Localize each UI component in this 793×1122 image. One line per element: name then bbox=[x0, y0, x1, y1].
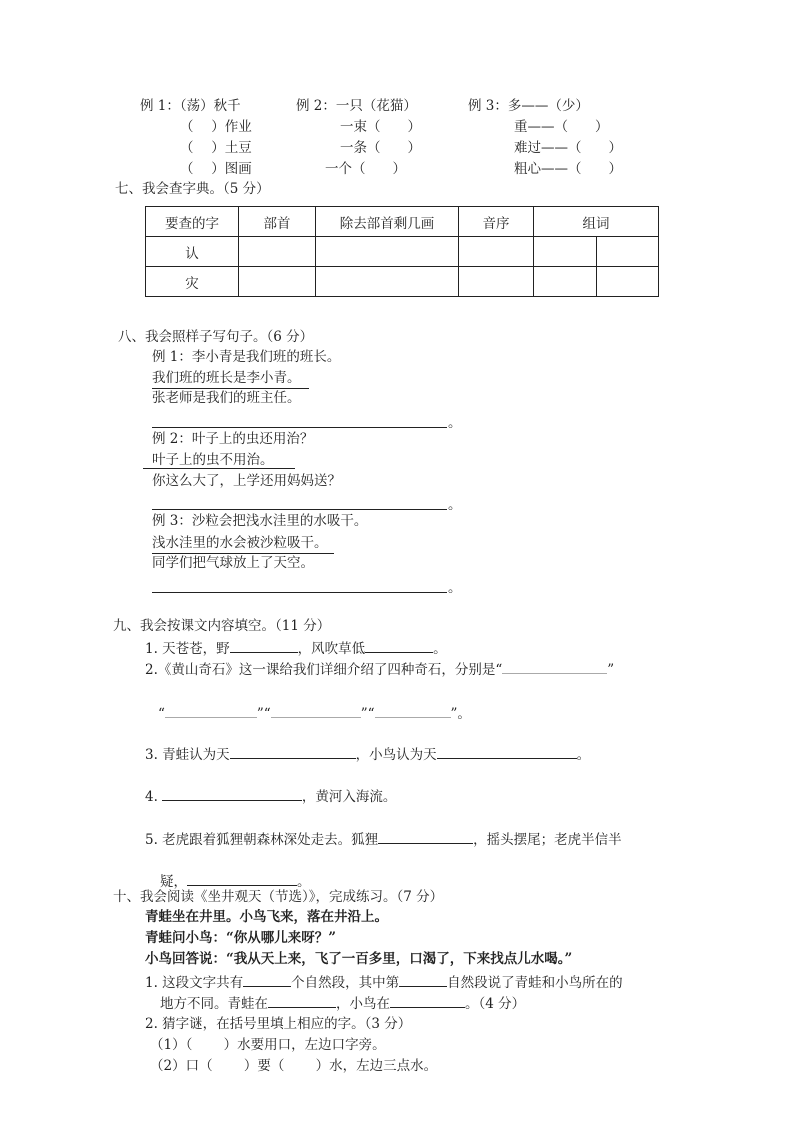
passage-line: 青蛙坐在井里。小鸟飞来，落在井沿上。 bbox=[145, 909, 388, 925]
example-sentence: 例 1：李小青是我们班的班长。 bbox=[152, 349, 341, 365]
text: 。 bbox=[433, 641, 447, 657]
fill-item[interactable]: 重——（ ） bbox=[514, 119, 609, 135]
answer-cell[interactable] bbox=[597, 237, 659, 267]
fill-question-3 bbox=[145, 744, 590, 764]
reading-question-1-cont bbox=[160, 993, 525, 1013]
riddle-2[interactable]: （2）口（ ）要（ ）水，左边三点水。 bbox=[150, 1058, 438, 1074]
answer-cell[interactable] bbox=[316, 267, 459, 297]
fill-item[interactable]: 一束（ ） bbox=[340, 119, 421, 135]
fill-item[interactable]: （ ）土豆 bbox=[180, 140, 252, 156]
riddle-1[interactable]: （1）（ ）水要用口，左边口字旁。 bbox=[150, 1037, 386, 1053]
fill-item[interactable]: 一条（ ） bbox=[340, 140, 421, 156]
blank[interactable] bbox=[162, 786, 302, 801]
text: ” bbox=[607, 662, 615, 678]
text: 。（4 分） bbox=[465, 996, 526, 1012]
text: “ bbox=[158, 706, 165, 722]
fill-item[interactable]: 粗心——（ ） bbox=[514, 161, 622, 177]
blank[interactable] bbox=[230, 638, 298, 653]
passage-line: 青蛙问小鸟：“你从哪儿来呀？” bbox=[145, 930, 337, 946]
example-answer: 我们班的班长是李小青。 bbox=[152, 369, 309, 389]
text: ，黄河入海流。 bbox=[301, 789, 397, 805]
answer-cell[interactable] bbox=[459, 237, 534, 267]
example-sentence: 例 3：沙粒会把浅水洼里的水吸干。 bbox=[152, 513, 368, 529]
question-sentence: 张老师是我们的班主任。 bbox=[152, 390, 301, 406]
blank[interactable] bbox=[165, 703, 257, 718]
text: 1. 这段文字共有 bbox=[145, 975, 244, 991]
period: 。 bbox=[448, 580, 462, 596]
answer-cell[interactable] bbox=[534, 267, 597, 297]
text: 自然段说了青蛙和小鸟所在的 bbox=[447, 975, 623, 991]
answer-line[interactable] bbox=[152, 427, 447, 428]
example-3: 例 3：多——（少） bbox=[468, 98, 589, 114]
example-answer: 浅水洼里的水会被沙粒吸干。 bbox=[152, 534, 334, 554]
fill-item[interactable]: （ ）作业 bbox=[180, 119, 252, 135]
fill-question-2 bbox=[145, 659, 614, 679]
answer-line[interactable] bbox=[152, 509, 447, 510]
answer-cell[interactable] bbox=[316, 237, 459, 267]
answer-cell[interactable] bbox=[239, 267, 316, 297]
question-sentence: 你这么大了，上学还用妈妈送？ bbox=[152, 473, 341, 489]
blank[interactable] bbox=[375, 703, 451, 718]
char-cell: 认 bbox=[146, 237, 239, 267]
reading-question-2: 2. 猜字谜，在括号里填上相应的字。（3 分） bbox=[145, 1016, 412, 1032]
blank[interactable] bbox=[243, 972, 291, 987]
fill-question-2-cont bbox=[158, 703, 471, 723]
blank[interactable] bbox=[268, 993, 336, 1008]
text: 5. 老虎跟着狐狸朝森林深处走去。狐狸 bbox=[145, 832, 379, 848]
example-sentence: 例 2：叶子上的虫还用治？ bbox=[152, 431, 314, 447]
header-cell: 要查的字 bbox=[146, 207, 239, 237]
blank[interactable] bbox=[437, 744, 577, 759]
question-sentence: 同学们把气球放上了天空。 bbox=[152, 555, 314, 571]
period: 。 bbox=[448, 497, 462, 513]
text: ”“ bbox=[360, 706, 375, 722]
answer-cell[interactable] bbox=[597, 267, 659, 297]
blank[interactable] bbox=[271, 703, 361, 718]
fill-item[interactable]: 一个（ ） bbox=[325, 161, 406, 177]
passage-line: 小鸟回答说：“我从天上来，飞了一百多里，口渴了，下来找点儿水喝。” bbox=[145, 951, 573, 967]
reading-question-1 bbox=[145, 972, 623, 992]
text: ，小鸟认为天 bbox=[355, 747, 437, 763]
answer-cell[interactable] bbox=[239, 237, 316, 267]
fill-question-5 bbox=[145, 829, 622, 849]
blank[interactable] bbox=[502, 659, 607, 674]
example-2: 例 2：一只（花猫） bbox=[296, 98, 417, 114]
text: ，风吹草低 bbox=[297, 641, 366, 657]
example-answer: 叶子上的虫不用治。 bbox=[152, 452, 274, 468]
blank[interactable] bbox=[230, 744, 356, 759]
header-cell: 部首 bbox=[239, 207, 316, 237]
text: 地方不同。青蛙在 bbox=[160, 996, 268, 1012]
char-cell: 灾 bbox=[146, 267, 239, 297]
header-cell: 音序 bbox=[459, 207, 534, 237]
section-7-title: 七、我会查字典。（5 分） bbox=[115, 181, 270, 197]
text: ，摇头摆尾；老虎半信半 bbox=[473, 832, 622, 848]
text: 个自然段，其中第 bbox=[291, 975, 400, 991]
answer-line[interactable] bbox=[152, 592, 447, 593]
blank[interactable] bbox=[187, 871, 297, 886]
fill-item[interactable]: 难过——（ ） bbox=[514, 140, 622, 156]
blank[interactable] bbox=[365, 638, 433, 653]
text: 3. 青蛙认为天 bbox=[145, 747, 230, 763]
text: 疑， bbox=[160, 874, 187, 890]
blank[interactable] bbox=[378, 829, 473, 844]
header-cell: 组词 bbox=[534, 207, 659, 237]
text: 4. bbox=[145, 789, 158, 805]
section-10-title: 十、我会阅读《坐井观天（节选）》，完成练习。（7 分） bbox=[113, 889, 444, 905]
dictionary-table bbox=[145, 206, 659, 297]
blank[interactable] bbox=[399, 972, 447, 987]
example-1: 例 1：（荡）秋千 bbox=[140, 98, 241, 114]
answer-cell[interactable] bbox=[459, 267, 534, 297]
text: 1. 天苍苍，野 bbox=[145, 641, 230, 657]
section-8-title: 八、我会照样子写句子。（6 分） bbox=[118, 329, 314, 345]
header-cell: 除去部首剩几画 bbox=[316, 207, 459, 237]
section-9-title: 九、我会按课文内容填空。（11 分） bbox=[113, 618, 331, 634]
answer-cell[interactable] bbox=[534, 237, 597, 267]
text: 2.《黄山奇石》这一课给我们详细介绍了四种奇石，分别是“ bbox=[145, 662, 503, 678]
period: 。 bbox=[448, 415, 462, 431]
text: ”“ bbox=[256, 706, 271, 722]
blank[interactable] bbox=[390, 993, 465, 1008]
text: ”。 bbox=[450, 706, 471, 722]
fill-item[interactable]: （ ）图画 bbox=[180, 161, 252, 177]
text: 。 bbox=[576, 747, 591, 763]
text: ，小鸟在 bbox=[336, 996, 390, 1012]
fill-question-4 bbox=[145, 786, 396, 806]
fill-question-1 bbox=[145, 638, 447, 658]
text: 。 bbox=[297, 874, 311, 890]
